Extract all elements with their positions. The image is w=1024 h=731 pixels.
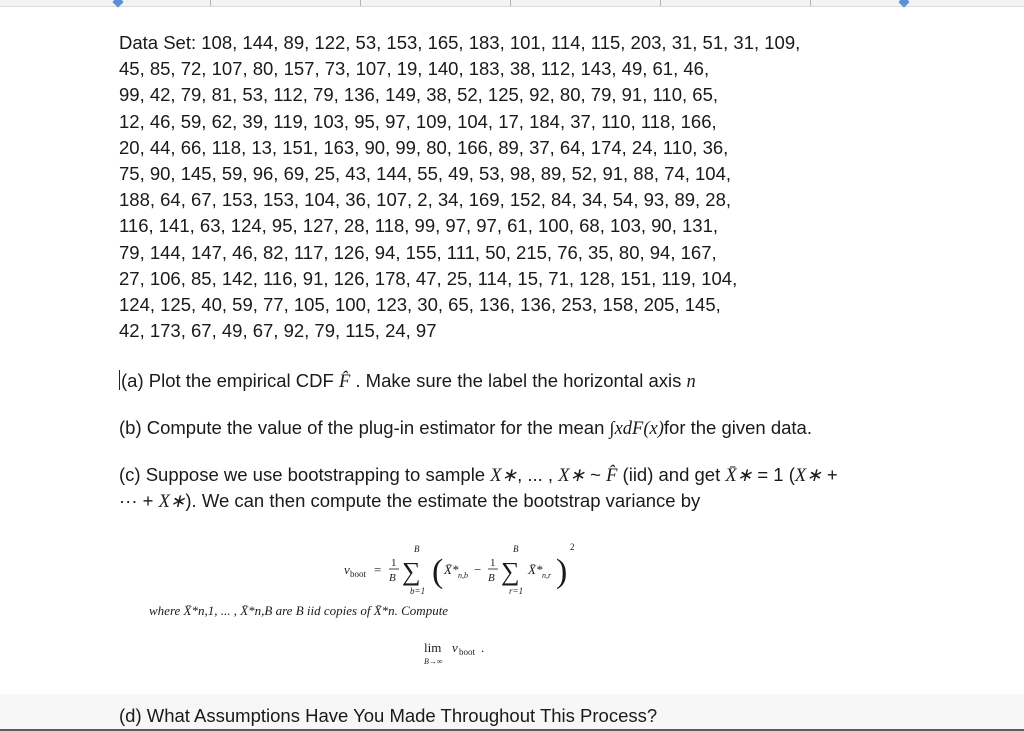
dataset-line: 45, 85, 72, 107, 80, 157, 73, 107, 19, 140, 183, 38, 112, 143, 49, 61, 46,: [119, 58, 710, 80]
lim-period: .: [481, 640, 485, 655]
sum-upper-B: B: [414, 544, 420, 554]
top-toolbar-strip: [0, 0, 1024, 7]
lim-subscript: B→∞: [424, 657, 443, 666]
dataset-line: 12, 46, 59, 62, 39, 119, 103, 95, 97, 109, 104, 17, 184, 37, 110, 118, 166,: [119, 110, 717, 132]
sum-upper-B-2: B: [513, 544, 519, 554]
formula-xbar-b: X̄*: [444, 562, 459, 577]
question-a-text: (a) Plot the empirical CDF: [121, 370, 339, 391]
formula-xbar-r: X̄*: [528, 562, 543, 577]
question-c-iid: (iid) and get: [617, 464, 726, 485]
square-exponent: 2: [570, 542, 575, 552]
mean-integral: ∫xdF(x): [609, 419, 664, 439]
ruler-tick: [360, 0, 361, 6]
lim-v: v: [452, 640, 458, 655]
limit-expression: [424, 640, 534, 670]
right-margin-marker-icon[interactable]: [898, 0, 909, 8]
formula-one-2: 1: [490, 557, 496, 569]
dataset-line: 188, 64, 67, 153, 153, 104, 36, 107, 2, 34, 169, 152, 84, 34, 54, 93, 89, 28,: [119, 189, 732, 211]
ruler-tick: [210, 0, 211, 6]
question-d[interactable]: (d) What Assumptions Have You Made Throughout This Process?: [119, 705, 658, 726]
empirical-cdf-symbol: F̂: [606, 466, 618, 486]
left-paren: (: [432, 553, 444, 590]
question-c-line-2[interactable]: [119, 488, 700, 515]
dataset-paragraph: [119, 30, 919, 344]
bootstrap-sample-x1: X∗: [794, 466, 822, 486]
sum-lower-r: r=1: [509, 586, 524, 596]
question-a[interactable]: [119, 368, 696, 395]
where-clause: where X̄*n,1, ... , X̄*n,B are B iid copies of X̄*n. Compute: [149, 603, 449, 618]
formula-boot-sub: boot: [350, 569, 367, 579]
formula-B: B: [389, 572, 396, 584]
question-a-text-cont: . Make sure the label the horizontal axis: [350, 370, 687, 391]
ruler-tick: [810, 0, 811, 6]
text-cursor: [119, 370, 120, 390]
bootstrap-mean: X̄∗: [725, 466, 753, 486]
question-c-dots: ··· +: [119, 490, 159, 511]
empirical-cdf-symbol: F̂: [338, 372, 351, 392]
dataset-line: 124, 125, 40, 59, 77, 105, 100, 123, 30, 65, 136, 136, 253, 158, 205, 145,: [119, 294, 721, 316]
dataset-line: 116, 141, 63, 124, 95, 127, 28, 118, 99, 97, 97, 61, 100, 68, 103, 90, 131,: [119, 215, 719, 237]
bootstrap-variance-formula: [340, 538, 580, 600]
dataset-line: 20, 44, 66, 118, 13, 151, 163, 90, 99, 80, 166, 89, 37, 64, 174, 24, 110, 36,: [119, 136, 729, 158]
left-margin-marker-icon[interactable]: [112, 0, 123, 8]
formula-B-2: B: [488, 572, 495, 584]
formula-minus: −: [474, 562, 482, 577]
dataset-line: 27, 106, 85, 142, 116, 91, 126, 178, 47, 25, 114, 15, 71, 128, 151, 119, 104,: [119, 267, 738, 289]
formula-one: 1: [391, 557, 397, 569]
question-c-sep: , ... ,: [517, 464, 559, 485]
sub-nr: n,r: [542, 571, 552, 580]
question-b-text: (b) Compute the value of the plug-in estimator for the mean: [119, 417, 610, 438]
sum-symbol: ∑: [402, 557, 421, 586]
question-c-line-1[interactable]: [119, 462, 838, 489]
dataset-line: 75, 90, 145, 59, 96, 69, 25, 43, 144, 55, 49, 53, 98, 89, 52, 91, 88, 74, 104,: [119, 163, 732, 185]
ruler-tick: [510, 0, 511, 6]
formula-equals: =: [374, 562, 382, 577]
bootstrap-sample-xn: X∗: [558, 466, 585, 486]
question-c-dist: ~: [585, 464, 607, 485]
question-c-text: (c) Suppose we use bootstrapping to sample: [119, 464, 491, 485]
axis-variable-n: n: [686, 372, 696, 392]
dataset-line: 42, 173, 67, 49, 67, 92, 79, 115, 24, 97: [119, 320, 437, 342]
sub-nb: n,b: [458, 571, 468, 580]
dataset-line: Data Set: 108, 144, 89, 122, 53, 153, 165, 183, 101, 114, 115, 203, 31, 51, 31, 109,: [119, 32, 801, 53]
bootstrap-sample-x1: X∗: [490, 466, 518, 486]
sum-symbol-2: ∑: [501, 557, 520, 586]
sum-lower-b: b=1: [410, 586, 426, 596]
question-b-text-cont: for the given data.: [663, 417, 812, 438]
formula-v: v: [344, 562, 350, 577]
question-c-text-cont: ). We can then compute the estimate the bootstrap variance by: [185, 490, 701, 511]
ruler-tick: [660, 0, 661, 6]
question-c-eq: = 1 (: [752, 464, 795, 485]
lim-word: lim: [424, 640, 442, 655]
dataset-line: 99, 42, 79, 81, 53, 112, 79, 136, 149, 38, 52, 125, 92, 80, 79, 91, 110, 65,: [119, 84, 718, 106]
question-b[interactable]: [119, 415, 812, 442]
lim-boot-sub: boot: [459, 647, 476, 657]
right-paren: ): [556, 553, 568, 590]
question-c-plus: +: [821, 464, 838, 485]
dataset-line: 79, 144, 147, 46, 82, 117, 126, 94, 155, 111, 50, 215, 76, 35, 80, 94, 167,: [119, 241, 717, 263]
bootstrap-sample-xn: X∗: [158, 492, 186, 512]
